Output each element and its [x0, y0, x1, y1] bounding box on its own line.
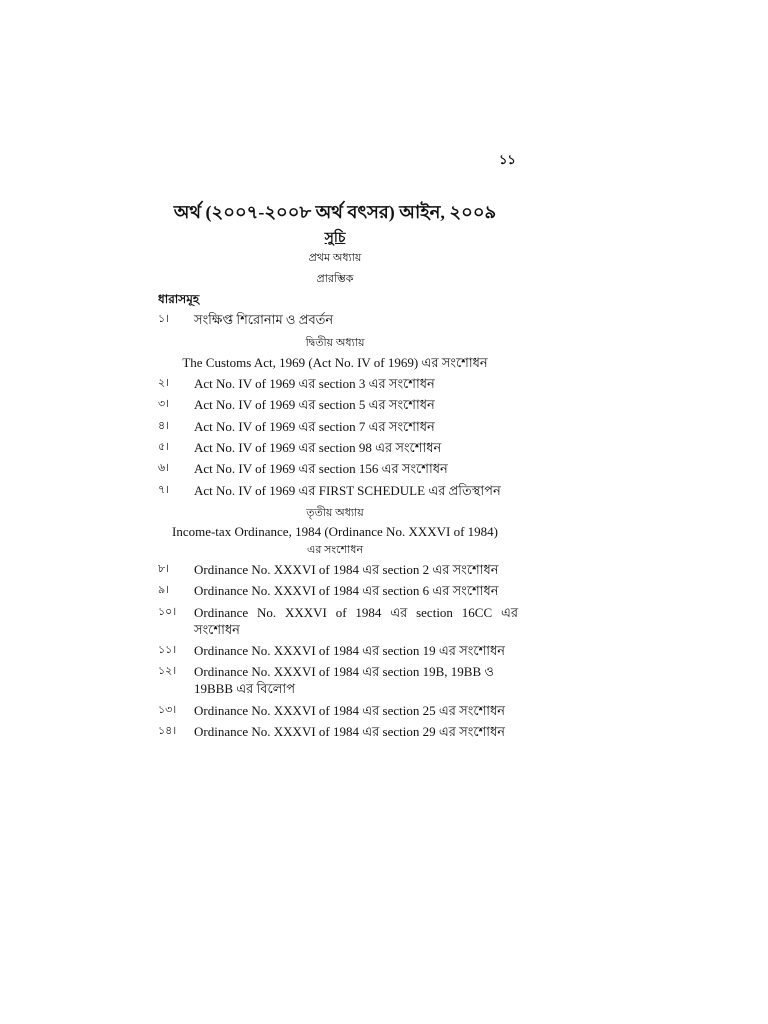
toc-entry [158, 460, 518, 477]
entry-number: ৮। [158, 563, 170, 575]
entry-number: ৩। [158, 398, 170, 410]
entry-number: ৬। [158, 462, 170, 474]
entry-text: Act No. IV of 1969 এর section 7 এর সংশোধন [194, 419, 435, 434]
entry-text: Act No. IV of 1969 এর section 5 এর সংশোধন [194, 397, 435, 412]
entry-number: ৭। [158, 484, 170, 496]
entry-number: ১। [158, 313, 170, 325]
entry-text: Act No. IV of 1969 এর section 156 এর সংশোধন [194, 461, 448, 476]
chapter-1-name: প্রথম অধ্যায় [308, 252, 362, 264]
entry-text: Act No. IV of 1969 এর section 98 এর সংশোধন [194, 440, 442, 455]
entry-text: Ordinance No. XXXVI of 1984 এর section 2 এর সংশোধন [194, 562, 499, 577]
entry-text: Ordinance No. XXXVI of 1984 এর section 19B, 19BB ও 19BBB এর বিলোপ [194, 664, 494, 696]
toc-entry [158, 604, 518, 638]
chapter-2-heading: The Customs Act, 1969 (Act No. IV of 1969) এর সংশোধন [182, 355, 488, 370]
entry-number: ৯। [158, 584, 170, 596]
chapter-2-name: দ্বিতীয় অধ্যায় [305, 337, 365, 349]
chapter-3-heading: Income-tax Ordinance, 1984 (Ordinance No. XXXVI of 1984) [172, 524, 498, 539]
toc-entry [158, 582, 518, 599]
entry-number: ১১। [158, 644, 177, 656]
toc-entry [158, 375, 518, 392]
toc-entry [158, 561, 518, 578]
entry-number: ৫। [158, 441, 170, 453]
entry-text: Ordinance No. XXXVI of 1984 এর section 16CC এর সংশোধন [194, 605, 518, 637]
toc-entry [158, 723, 518, 740]
chapter-1-heading: প্রারম্ভিক [316, 273, 354, 285]
entry-text: Act No. IV of 1969 এর FIRST SCHEDULE এর প্রতিস্থাপন [194, 483, 501, 498]
toc-entry [158, 482, 518, 499]
entry-number: ১৩। [158, 704, 177, 716]
entry-text: Ordinance No. XXXVI of 1984 এর section 25 এর সংশোধন [194, 703, 506, 718]
page-number: ১১ [499, 152, 516, 167]
entry-number: ৪। [158, 420, 170, 432]
toc-entry [158, 642, 518, 659]
toc-entry [158, 439, 518, 456]
toc-entry [158, 418, 518, 435]
entry-number: ১২। [158, 665, 177, 677]
chapter-3-name: তৃতীয় অধ্যায় [306, 507, 364, 519]
toc-entry [158, 702, 518, 719]
contents-heading: সুচি [324, 231, 346, 246]
entry-text: Ordinance No. XXXVI of 1984 এর section 6 এর সংশোধন [194, 583, 499, 598]
sections-heading: ধারাসমূহ [158, 292, 200, 306]
entry-text: সংক্ষিপ্ত শিরোনাম ও প্রবর্তন [194, 312, 334, 327]
entry-number: ২। [158, 377, 170, 389]
entry-text: Ordinance No. XXXVI of 1984 এর section 19 এর সংশোধন [194, 643, 506, 658]
document-title: অর্থ (২০০৭-২০০৮ অর্থ বৎসর) আইন, ২০০৯ [173, 202, 497, 222]
toc-entry [158, 396, 518, 413]
toc-entry [158, 311, 518, 328]
entry-text: Act No. IV of 1969 এর section 3 এর সংশোধন [194, 376, 435, 391]
chapter-3-heading-line2: এর সংশোধন [306, 544, 364, 556]
toc-entry [158, 663, 518, 697]
entry-text: Ordinance No. XXXVI of 1984 এর section 29 এর সংশোধন [194, 724, 506, 739]
entry-number: ১৪। [158, 725, 177, 737]
entry-number: ১০। [158, 606, 177, 618]
